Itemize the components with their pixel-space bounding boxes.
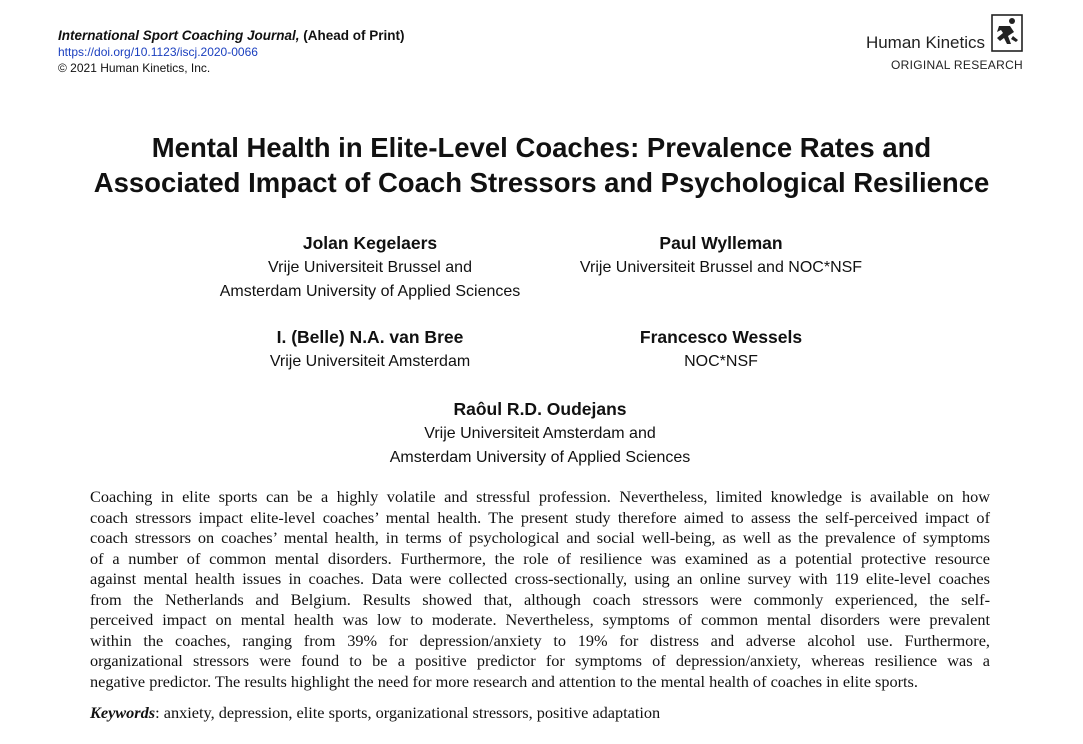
abstract-line: negative predictor. The results highlight the need for more research and attention to the mental health of coaches in elite sports. [90,671,918,691]
journal-citation [58,28,405,44]
author-affiliation: Amsterdam University of Applied Sciences [389,449,691,466]
author-affiliation: Vrije Universiteit Amsterdam [269,353,471,370]
journal-status: (Ahead of Print) [303,28,405,43]
journal-name: International Sport Coaching Journal, [58,28,300,43]
author-affiliation: Amsterdam University of Applied Sciences [219,283,521,300]
abstract-line: Coaching in elite sports can be a highly volatile and stressful profession. Nevertheless, limited knowledge is available on how [90,487,990,506]
abstract-line: organizational stressors were found to be a positive predictor for symptoms of depression/anxiety, whereas resilience was a [90,651,990,670]
author-kegelaers [170,230,570,304]
author-affiliation: NOC*NSF [684,353,758,370]
abstract-line: perceived impact on mental health was low to moderate. Nevertheless, symptoms of common mental disorders were prevalent [90,610,990,629]
abstract-line: coach stressors on coaches’ mental health, in terms of psychological and social well-being, as well as the prevalence of symptoms [90,528,990,547]
author-affiliation: Vrije Universiteit Brussel and NOC*NSF [579,259,863,276]
publisher-name: Human Kinetics [865,33,985,52]
author-wessels [571,324,871,374]
author-name: Raôul R.D. Oudejans [453,399,627,419]
keywords [90,703,660,723]
keywords-text: anxiety, depression, elite sports, organizational stressors, positive adaptation [163,703,661,722]
article-title [0,130,1083,200]
author-name: Paul Wylleman [659,233,783,253]
keywords-label: Keywords [90,703,156,722]
keywords-colon: : [155,703,160,722]
abstract [90,487,990,692]
abstract-line: of a number of common mental disorders. Furthermore, the role of resilience was examined as a potential protective resource [90,548,990,568]
publisher-row [866,14,1023,52]
author-affiliation: Vrije Universiteit Brussel and [268,259,472,276]
author-name: I. (Belle) N.A. van Bree [276,327,464,347]
abstract-line: coach stressors impact elite-level coaches’ mental health. The present study therefore aimed to assess the self-perceived impact of [90,507,990,527]
abstract-line: against mental health issues in coaches. Data were collected cross-sectionally, using an online survey with 119 elite-level coaches [90,569,990,588]
author-wylleman [548,230,894,280]
author-name: Francesco Wessels [639,327,803,347]
author-oudejans [340,396,740,470]
author-van-bree [220,324,520,374]
copyright: © 2021 Human Kinetics, Inc. [58,61,211,75]
author-name: Jolan Kegelaers [302,233,438,253]
author-affiliation: Vrije Universiteit Amsterdam and [424,425,656,442]
publisher-header [866,14,1023,72]
title-line-1: Mental Health in Elite-Level Coaches: Prevalence Rates and [151,132,932,163]
article-type: ORIGINAL RESEARCH [890,58,1023,72]
abstract-line: from the Netherlands and Belgium. Results showed that, although coach stressors were commonly experienced, the self- [90,589,990,609]
title-line-2: Associated Impact of Coach Stressors and Psychological Resilience [93,167,990,198]
journal-header [58,28,405,76]
doi-link[interactable]: https://doi.org/10.1123/iscj.2020-0066 [58,45,258,59]
abstract-line: within the coaches, ranging from 39% for depression/anxiety to 19% for distress and adverse alcohol use. Furthermore, [90,630,990,650]
human-kinetics-logo-icon [991,14,1023,52]
